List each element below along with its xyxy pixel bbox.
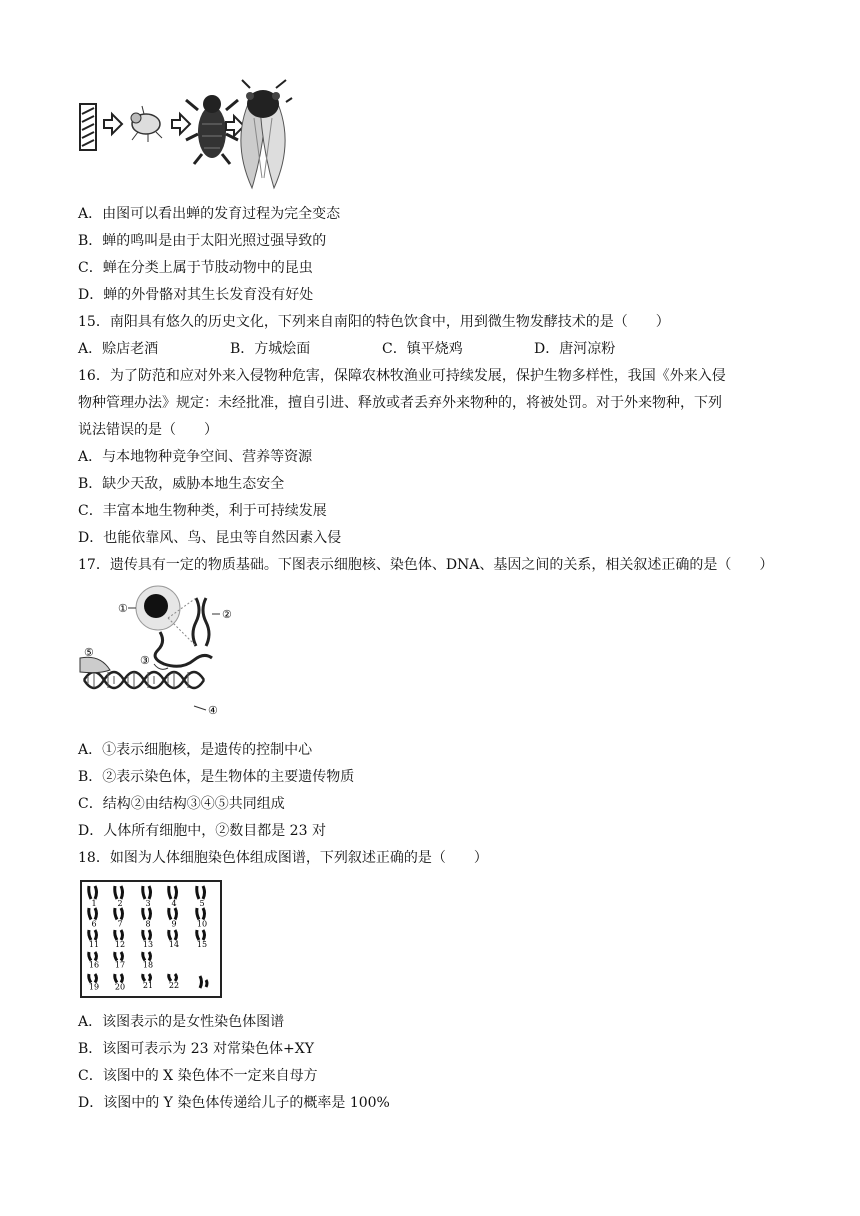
cell-nucleus-chromosome-dna-figure bbox=[78, 584, 238, 730]
chromosome-number-12: 12 bbox=[114, 940, 126, 949]
chromosome-number-6: 6 bbox=[91, 919, 97, 929]
chromosome-number-7: 7 bbox=[117, 919, 123, 929]
chromosome-number-10: 10 bbox=[196, 919, 208, 929]
q18-option-d: D．该图中的 Y 染色体传递给儿子的概率是 100% bbox=[78, 1095, 390, 1111]
arrow-icon bbox=[172, 114, 190, 134]
chromosome-number-2: 2 bbox=[117, 899, 123, 908]
chromosome-number-19: 19 bbox=[88, 982, 100, 992]
q16-option-c: C．丰富本地生物种类，利于可持续发展 bbox=[78, 503, 327, 519]
q18-option-a: A．该图表示的是女性染色体图谱 bbox=[78, 1014, 285, 1030]
q15-option-d: D．唐河凉粉 bbox=[534, 341, 616, 357]
q14-option-c: C．蝉在分类上属于节肢动物中的昆虫 bbox=[78, 260, 313, 276]
chromosome-number-14: 14 bbox=[168, 940, 180, 949]
chromosome-number-5: 5 bbox=[199, 899, 205, 908]
label-2: ② bbox=[222, 608, 232, 621]
q18-option-b: B．该图可表示为 23 对常染色体+XY bbox=[78, 1041, 314, 1057]
young-nymph-illustration bbox=[131, 106, 162, 142]
q15-option-c: C．镇平烧鸡 bbox=[382, 341, 463, 357]
chromosome-number-1: 1 bbox=[91, 899, 97, 908]
chromosome-number-11: 11 bbox=[88, 940, 100, 949]
q16-stem-line-2: 物种管理办法》规定：未经批准，擅自引进、释放或者丢弃外来物种的，将被处罚。对于外来物种，下列 bbox=[78, 395, 722, 411]
q15-option-b: B．方城烩面 bbox=[230, 341, 311, 357]
chromosome-number-4: 4 bbox=[171, 899, 177, 908]
chromosome-number-22: 22 bbox=[168, 981, 180, 990]
q15-stem: 15．南阳具有悠久的历史文化，下列来自南阳的特色饮食中，用到微生物发酵技术的是（ ） bbox=[78, 314, 670, 330]
q15-options bbox=[78, 339, 778, 359]
egg-twig-illustration bbox=[80, 104, 96, 150]
q17-option-d: D．人体所有细胞中，②数目都是 23 对 bbox=[78, 823, 326, 839]
cicada-life-cycle-figure bbox=[78, 74, 293, 190]
karyotype-figure bbox=[80, 880, 222, 998]
q14-option-a: A．由图可以看出蝉的发育过程为完全变态 bbox=[78, 206, 341, 222]
chromosome-number-15: 15 bbox=[196, 940, 208, 949]
chromosome-number-18: 18 bbox=[142, 960, 154, 970]
chromosome-number-8: 8 bbox=[145, 919, 151, 929]
chromosome-number-17: 17 bbox=[114, 960, 126, 970]
q16-option-a: A．与本地物种竞争空间、营养等资源 bbox=[78, 449, 313, 465]
q14-option-d: D．蝉的外骨骼对其生长发育没有好处 bbox=[78, 287, 314, 303]
chromosome-number-21: 21 bbox=[142, 981, 154, 990]
chromosome-number-20: 20 bbox=[114, 982, 126, 992]
q17-option-b: B．②表示染色体，是生物体的主要遗传物质 bbox=[78, 769, 355, 785]
q18-option-c: C．该图中的 X 染色体不一定来自母方 bbox=[78, 1068, 318, 1084]
cell-illustration bbox=[136, 586, 180, 630]
label-5: ⑤ bbox=[84, 646, 94, 659]
arrow-icon bbox=[104, 114, 122, 134]
q17-option-a: A．①表示细胞核，是遗传的控制中心 bbox=[78, 742, 313, 758]
q17-option-c: C．结构②由结构③④⑤共同组成 bbox=[78, 796, 285, 812]
q16-option-d: D．也能依靠风、鸟、昆虫等自然因素入侵 bbox=[78, 530, 342, 546]
q16-stem-line-3: 说法错误的是（ ） bbox=[78, 422, 218, 438]
q18-stem: 18．如图为人体细胞染色体组成图谱，下列叙述正确的是（ ） bbox=[78, 850, 488, 866]
label-1: ① bbox=[118, 602, 128, 615]
chromosome-number-9: 9 bbox=[171, 919, 177, 929]
chromosome-number-3: 3 bbox=[145, 899, 151, 908]
chromosome-number-13: 13 bbox=[142, 940, 154, 949]
q17-stem: 17．遗传具有一定的物质基础。下图表示细胞核、染色体、DNA、基因之间的关系，相关叙述正确的是（ ） bbox=[78, 557, 774, 573]
q16-stem-line-1: 16．为了防范和应对外来入侵物种危害，保障农林牧渔业可持续发展，保护生物多样性，我国《外来入侵 bbox=[78, 368, 726, 384]
adult-cicada-illustration bbox=[241, 80, 292, 188]
chromosome-number-16: 16 bbox=[88, 960, 100, 970]
q16-option-b: B．缺少天敌，威胁本地生态安全 bbox=[78, 476, 285, 492]
q14-option-b: B．蝉的鸣叫是由于太阳光照过强导致的 bbox=[78, 233, 327, 249]
label-4: ④ bbox=[208, 704, 218, 717]
q15-option-a: A．赊店老酒 bbox=[78, 341, 159, 357]
chromosome-illustration bbox=[193, 598, 209, 646]
label-3: ③ bbox=[140, 654, 150, 667]
